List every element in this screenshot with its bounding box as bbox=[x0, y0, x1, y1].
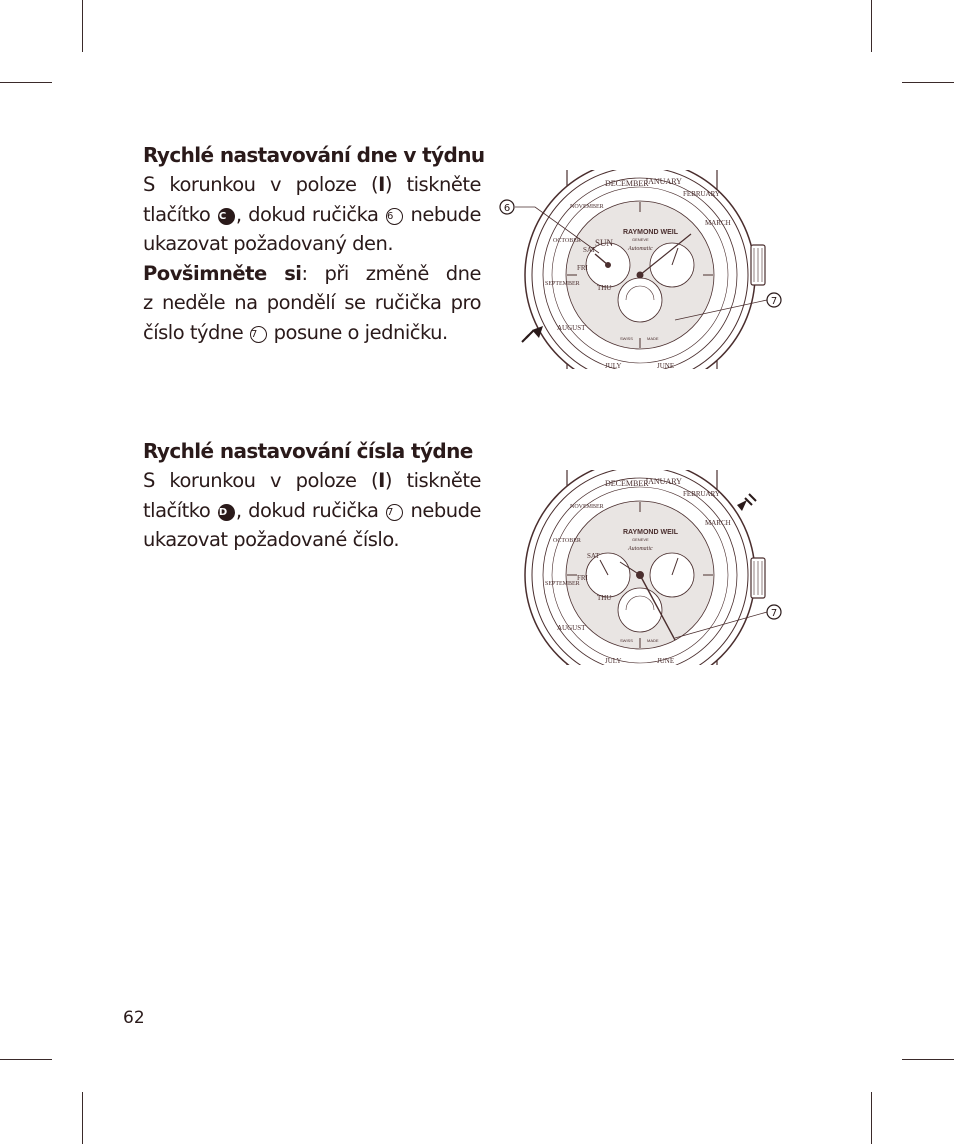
day-label: FRI bbox=[577, 574, 588, 582]
button-c-symbol: C bbox=[218, 208, 235, 225]
crop-mark bbox=[0, 82, 52, 83]
text-fragment: , dokud ručička bbox=[235, 202, 386, 226]
brand-sub: GENEVE bbox=[632, 537, 649, 542]
press-arrow-icon bbox=[522, 326, 543, 342]
callout-7: 7 bbox=[770, 296, 778, 307]
note-label: Povšimněte si bbox=[143, 261, 302, 285]
month-label: NOVEMBER bbox=[570, 504, 604, 510]
section-week-number-setting bbox=[143, 436, 481, 555]
month-label: OCTOBER bbox=[553, 538, 581, 544]
brand-logo: RAYMOND WEIL bbox=[623, 229, 678, 236]
day-label: THU bbox=[597, 284, 612, 292]
crop-mark bbox=[871, 1092, 872, 1144]
text-fragment: , dokud ručička bbox=[235, 498, 386, 522]
brand-sub: GENEVE bbox=[632, 237, 649, 242]
press-arrow-icon bbox=[737, 494, 756, 511]
text-fragment: z neděle na pondělí se ručička pro bbox=[143, 291, 481, 315]
text-fragment: S korunkou v poloze ( bbox=[143, 469, 379, 492]
text-fragment: ) tiskněte bbox=[384, 469, 482, 492]
crop-mark bbox=[82, 1092, 83, 1144]
day-label: SUN bbox=[595, 238, 614, 248]
brand-logo: RAYMOND WEIL bbox=[623, 529, 678, 536]
watch-illustration-1 bbox=[495, 170, 795, 375]
section-heading: Rychlé nastavování dne v týdnu bbox=[143, 143, 485, 167]
text-fragment: ukazovat požadovaný den. bbox=[143, 232, 394, 256]
caption: Automatic bbox=[628, 246, 653, 252]
text-fragment: ) tiskněte bbox=[384, 173, 482, 196]
crop-mark bbox=[0, 1059, 52, 1060]
swiss-label: SWISS bbox=[620, 638, 633, 643]
month-label: JUNE bbox=[657, 362, 675, 370]
callout-6: 6 bbox=[503, 203, 511, 214]
text-fragment: nebude bbox=[404, 498, 482, 522]
month-label: MARCH bbox=[705, 219, 731, 227]
hand-6-symbol: 6 bbox=[386, 208, 403, 225]
text-fragment: ukazovat požadované číslo. bbox=[143, 528, 400, 552]
month-label: JULY bbox=[605, 657, 622, 665]
crown-position: I bbox=[378, 469, 385, 492]
day-label: SAT bbox=[587, 552, 600, 560]
crop-mark bbox=[902, 82, 954, 83]
crop-mark bbox=[82, 0, 83, 52]
month-label: DECEMBER bbox=[605, 179, 649, 188]
month-label: FEBRUARY bbox=[683, 190, 720, 198]
hand-7-symbol: 7 bbox=[386, 504, 403, 521]
month-label: SEPTEMBER bbox=[545, 281, 580, 287]
day-label: FRI bbox=[577, 264, 588, 272]
section-heading: Rychlé nastavování čísla týdne bbox=[143, 439, 473, 463]
day-label: SAT bbox=[583, 246, 596, 254]
month-label: AUGUST bbox=[557, 624, 586, 632]
crop-mark bbox=[871, 0, 872, 52]
month-label: FEBRUARY bbox=[683, 490, 720, 498]
month-label: OCTOBER bbox=[553, 238, 581, 244]
month-label: JANUARY bbox=[645, 177, 682, 186]
day-label: THU bbox=[597, 594, 612, 602]
text-fragment: posune o jedničku. bbox=[267, 320, 448, 344]
instruction-text bbox=[143, 170, 481, 348]
swiss-label: SWISS bbox=[620, 336, 633, 341]
crown-position: I bbox=[378, 173, 385, 196]
month-label: JUNE bbox=[657, 657, 675, 665]
text-fragment: S korunkou v poloze ( bbox=[143, 173, 379, 196]
text-fragment: tlačítko bbox=[143, 202, 217, 226]
instruction-text bbox=[143, 466, 481, 555]
hand-7-symbol: 7 bbox=[250, 326, 267, 343]
month-label: JANUARY bbox=[645, 477, 682, 486]
text-fragment: nebude bbox=[404, 202, 482, 226]
made-label: MADE bbox=[647, 638, 659, 643]
text-fragment: číslo týdne bbox=[143, 320, 249, 344]
text-fragment: : při změně dne bbox=[301, 261, 481, 285]
month-label: SEPTEMBER bbox=[545, 581, 580, 587]
month-label: DECEMBER bbox=[605, 479, 649, 488]
month-label: NOVEMBER bbox=[570, 204, 604, 210]
made-label: MADE bbox=[647, 336, 659, 341]
month-label: AUGUST bbox=[557, 324, 586, 332]
crop-mark bbox=[902, 1059, 954, 1060]
callout-7: 7 bbox=[770, 608, 778, 619]
watch-illustration-2 bbox=[495, 470, 795, 670]
month-label: JULY bbox=[605, 362, 622, 370]
button-d-symbol: D bbox=[218, 504, 235, 521]
caption: Automatic bbox=[628, 546, 653, 552]
text-fragment: tlačítko bbox=[143, 498, 217, 522]
page-number: 62 bbox=[123, 1008, 145, 1028]
section-day-setting bbox=[143, 140, 485, 348]
month-label: MARCH bbox=[705, 519, 731, 527]
